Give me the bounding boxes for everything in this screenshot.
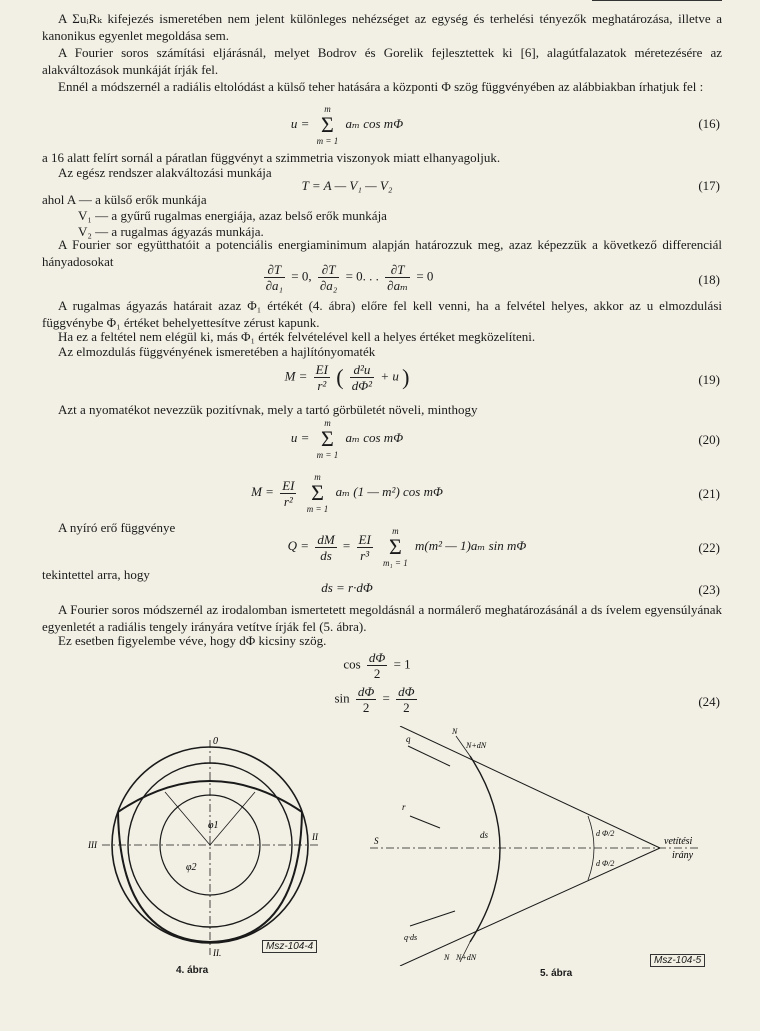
sum-upper: m (324, 104, 331, 114)
eq23-body: ds = r·dΦ (321, 580, 373, 595)
equation-number: (21) (698, 486, 720, 501)
fig5-r: r (402, 802, 406, 812)
list-item: V₁ — a gyűrű rugalmas energiája, azaz belső erők munkája (78, 208, 387, 223)
fraction: $\frac{d\Phi}{2}$ (357, 684, 375, 715)
fraction: $\frac{\text{d²u}}{\text{dΦ²}}$ (351, 362, 373, 393)
sum-symbol: m Σ m = 1 (316, 418, 339, 460)
fig5-angle-2: d Φ/2 (596, 859, 615, 868)
sum-symbol: m Σ m = 1 (316, 104, 339, 146)
paragraph-1: A ΣuᵢRₖ kifejezés ismeretében nem jelent különleges nehézséget az egység és terhelési tényezők meghatározása, illetve a kanonikus egyenlet megoldása sem. (42, 11, 722, 43)
fig5-arrow-bottom: q·ds (404, 933, 418, 942)
paragraph-13: A Fourier soros módszernél az irodalomban ismertetett megoldásnál a normálerő meghatározásánál a ds ívelem egyensúlyának egyenletét a radiális tengely irányára vetítve írják fel (5. ábra). (42, 602, 722, 634)
paragraph-5: Az egész rendszer alakváltozási munkája (58, 165, 272, 180)
fig4-label-top: 0 (213, 736, 218, 747)
equation-number: (17) (698, 178, 720, 193)
fig4-phi1: φ1 (208, 820, 219, 831)
fig5-tag: Msz-104-5 (650, 954, 705, 967)
fraction: $\frac{\partial T}{\text{∂aₘ}}$ (387, 262, 409, 293)
equation-19: M = $\frac{EI}{\text{r²}}$ ( $\frac{\text{d²u}}{\text{dΦ²}}$ + u ) (19) (284, 362, 720, 393)
paragraph-9: Az elmozdulás függvényének ismeretében a hajlítónyomaték (58, 344, 376, 359)
fig5-n4: N (444, 953, 450, 962)
equation-number: (18) (698, 272, 720, 287)
equation-number: (22) (698, 540, 720, 555)
eq16-rhs: aₘ cos mΦ (345, 115, 404, 131)
fig5-n1: N (452, 727, 458, 736)
equation-number: (16) (698, 116, 720, 131)
symbol-list (42, 192, 387, 240)
fraction: $\frac{EI}{\text{r²}}$ (315, 362, 328, 393)
paragraph-4: a 16 alatt felírt sornál a páratlan függvényt a szimmetria viszonyok miatt elhanyagoljuk. (42, 150, 501, 165)
fig4-label-left: III (88, 840, 97, 850)
fig5-arrow-top: q (406, 734, 411, 744)
eq16-lhs: u = (290, 115, 310, 131)
list-item: V₂ — a rugalmas ágyazás munkája. (78, 224, 264, 239)
paragraph-8: Ha ez a feltétel nem elégül ki, más Φ₁ érték felvételével kell a helyes értéket megközelíteni. (58, 329, 536, 344)
figure-5-diagram (360, 726, 720, 966)
fraction: $\frac{\partial T}{\text{∂a₁}}$ (265, 262, 284, 293)
paragraph-6: A Fourier sor együtthatóit a potenciális energiaminimum alapján határozzuk meg, azaz képezzük a következő differenciál hányadosokat (42, 237, 722, 269)
fraction: $\frac{d\Phi}{2}$ (398, 684, 415, 715)
fig5-s: S (374, 836, 379, 846)
equation-20: u = m Σ m = 1 aₘ cos mΦ (20) (290, 418, 720, 460)
equation-18: $\frac{\partial T}{\text{∂a₁}}$ = 0, $\frac{\partial T}{\text{∂a₂}}$ = 0. . . $\frac{\partial T}{\text{∂aₘ}}$ = 0 (18) (265, 262, 720, 293)
equation-number: (24) (698, 694, 720, 709)
fig5-n2: N+dN (466, 741, 487, 750)
list-item: ahol A — a külső erők munkája (42, 192, 207, 207)
equation-16 (42, 104, 722, 144)
fig4-phi2: φ2 (186, 862, 197, 873)
fraction: $\frac{EI}{\text{r³}}$ (358, 531, 371, 563)
figure-4-diagram (80, 730, 330, 960)
paragraph-7: A rugalmas ágyazás határait azaz Φ₁ értékét (4. ábra) előre fel kell venni, ha a felvétel helyes, akkor az u elmozdulási függvénybe Φ₁ értéket behelyettesítve zérust kapunk. (42, 298, 722, 330)
header-rule (592, 0, 722, 1)
eq17-body: T = A — V₁ — V₂ (301, 178, 393, 193)
equation-number: (23) (698, 582, 720, 597)
fraction: $\frac{dM}{ds}$ (317, 531, 335, 563)
fig4-tag: Msz-104-4 (262, 940, 317, 953)
fig5-angle-1: d Φ/2 (596, 829, 615, 838)
fig5-n3: N+dN (456, 953, 477, 962)
sum-symbol: m Σ m = 1 (306, 472, 329, 514)
equation-21: M = $\frac{EI}{\text{r²}}$ m Σ m = 1 aₘ (1 — m²) cos mΦ (21) (251, 472, 720, 514)
fig5-ds: ds (480, 830, 489, 840)
paragraph-2: A Fourier soros számítási eljárásnál, melyet Bodrov és Gorelik fejlesztettek ki [6], alagútfalazatok méretezésére az alakváltozások munkáját írják fel. (42, 45, 722, 77)
fig4-caption: 4. ábra (176, 965, 209, 976)
equation-22: Q = $\frac{dM}{ds}$ = $\frac{EI}{\text{r³}}$ m Σ m₁ = 1 m(m² — 1)aₘ sin mΦ (22) (287, 526, 720, 568)
fraction: $\frac{d\Phi}{2}$ (368, 650, 386, 681)
paragraph-3: Ennél a módszernél a radiális eltolódást a külső teher hatására a központi Φ szög függvényében az alábbiakban írhatjuk fel : (58, 79, 704, 94)
sum-lower: m = 1 (316, 136, 339, 146)
paragraph-12: tekintettel arra, hogy (42, 567, 150, 582)
fig5-direction-label-2: irány (672, 850, 694, 861)
sum-symbol: m Σ m₁ = 1 (383, 526, 408, 568)
fig5-direction-label-1: vetítési (664, 836, 693, 847)
equation-number: (19) (698, 372, 720, 387)
fraction: $\frac{\partial T}{\text{∂a₂}}$ (319, 262, 338, 293)
fig4-label-right: II (312, 832, 318, 842)
equation-number: (20) (698, 432, 720, 447)
equation-24: cos $\frac{d\Phi}{2}$ = 1 sin $\frac{d\Phi}{2}$ = $\frac{d\Phi}{2}$ (24) (334, 650, 720, 715)
fig5-caption: 5. ábra (540, 968, 573, 979)
fraction: $\frac{EI}{\text{r²}}$ (282, 477, 295, 509)
paragraph-10: Azt a nyomatékot nevezzük pozitívnak, mely a tartó görbületét növeli, minthogy (58, 402, 478, 417)
paragraph-14: Ez esetben figyelembe véve, hogy dΦ kicsiny szög. (58, 633, 327, 648)
fig4-label-bottom: II. (213, 948, 222, 958)
paragraph-11: A nyíró erő függvénye (58, 520, 176, 535)
